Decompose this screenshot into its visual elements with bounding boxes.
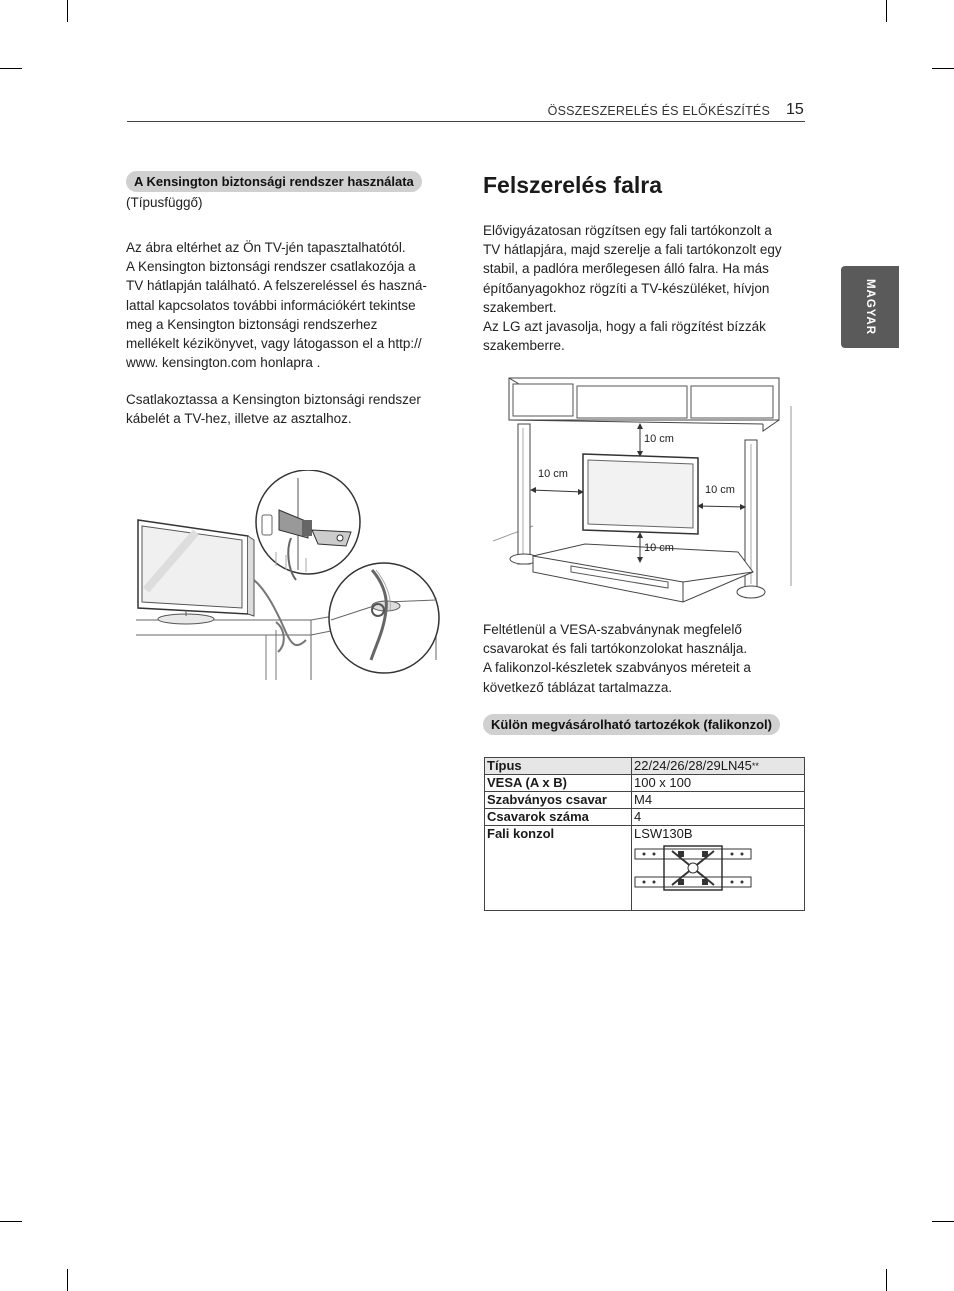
text-line: lattal kapcsolatos további információkért tekintse xyxy=(126,297,416,313)
table-value xyxy=(632,758,805,775)
text-line: TV hátlapján található. A felszereléssel és haszná- xyxy=(126,278,427,294)
crop-mark xyxy=(0,68,22,69)
model-value: 22/24/26/28/29LN45 xyxy=(634,758,752,773)
table-row xyxy=(485,792,805,809)
text-line: kábelét a TV-hez, illetve az asztalhoz. xyxy=(126,411,352,427)
page-number: 15 xyxy=(786,101,804,118)
table-row xyxy=(485,775,805,792)
table-value: M4 xyxy=(632,792,805,809)
crop-mark xyxy=(932,1221,954,1222)
text-line: Feltétlenül a VESA-szabványnak megfelelő xyxy=(483,622,742,637)
text-line: mellékelt kézikönyvet, vagy látogasson el a http:// xyxy=(126,336,422,352)
table-value: 4 xyxy=(632,809,805,826)
table-key: Típus xyxy=(485,758,632,775)
table-value xyxy=(632,826,805,911)
table-key: Szabványos csavar xyxy=(485,792,632,809)
text-line: A falikonzol-készletek szabványos méreteit a xyxy=(483,660,751,676)
kensington-section-title: A Kensington biztonsági rendszer használata xyxy=(126,171,422,192)
crop-mark xyxy=(67,0,68,22)
table-key: Csavarok száma xyxy=(485,809,632,826)
text-line: csavarokat és fali tartókonzolokat használja. xyxy=(483,641,748,657)
crop-mark xyxy=(67,1269,68,1291)
clearance-bottom-label: 10 cm xyxy=(644,542,674,554)
text-line: következő táblázat tartalmazza. xyxy=(483,679,673,695)
crop-mark xyxy=(932,68,954,69)
table-key: VESA (A x B) xyxy=(485,775,632,792)
kensington-instruction xyxy=(126,390,456,428)
crop-mark xyxy=(886,1269,887,1291)
text-line: A Kensington biztonsági rendszer csatlakozója a xyxy=(126,259,416,275)
language-tab xyxy=(841,266,899,348)
table-key: Fali konzol xyxy=(485,826,632,911)
accessories-section-title: Külön megvásárolható tartozékok (falikonzol) xyxy=(483,714,780,735)
model-dependent-note: (Típusfüggő) xyxy=(126,195,203,210)
kensington-description xyxy=(126,238,456,372)
clearance-right-label: 10 cm xyxy=(705,484,735,496)
wall-mount-description xyxy=(483,221,813,355)
clearance-top-label: 10 cm xyxy=(644,433,674,445)
header-divider xyxy=(127,121,805,122)
crop-mark xyxy=(886,0,887,22)
model-suffix: ** xyxy=(751,761,759,771)
wall-clearance-diagram xyxy=(493,376,795,606)
table-row xyxy=(485,826,805,911)
table-value: 100 x 100 xyxy=(632,775,805,792)
wall-bracket-image xyxy=(634,845,754,891)
vesa-description xyxy=(483,620,813,697)
clearance-left-label: 10 cm xyxy=(538,468,568,480)
section-header: ÖSSZESZERELÉS ÉS ELŐKÉSZÍTÉS xyxy=(547,104,770,118)
page-heading: Felszerelés falra xyxy=(483,172,663,198)
table-row xyxy=(485,758,805,775)
language-tab-label: MAGYAR xyxy=(864,278,876,336)
kensington-lock-illustration xyxy=(136,470,446,682)
crop-mark xyxy=(0,1221,22,1222)
text-line: Elővigyázatosan rögzítsen egy fali tartókonzolt a xyxy=(483,223,772,238)
text-line: www. kensington.com honlapra . xyxy=(126,355,321,371)
text-line: Csatlakoztassa a Kensington biztonsági rendszer xyxy=(126,392,421,407)
wall-mount-spec-table xyxy=(484,757,805,911)
text-line: építőanyagokhoz rögzíti a TV-készüléket, hívjon xyxy=(483,280,770,296)
text-line: szakemberre. xyxy=(483,338,565,354)
text-line: meg a Kensington biztonsági rendszerhez xyxy=(126,316,378,332)
bracket-model: LSW130B xyxy=(634,826,693,841)
text-line: stabil, a padlóra merőlegesen álló falra. Ha más xyxy=(483,261,769,277)
text-line: Az ábra eltérhet az Ön TV-jén tapasztalhatótól. xyxy=(126,240,406,255)
text-line: szakembert. xyxy=(483,299,557,315)
text-line: TV hátlapjára, majd szerelje a fali tartókonzolt egy xyxy=(483,242,782,258)
text-line: Az LG azt javasolja, hogy a fali rögzítést bízzák xyxy=(483,319,766,335)
table-row xyxy=(485,809,805,826)
